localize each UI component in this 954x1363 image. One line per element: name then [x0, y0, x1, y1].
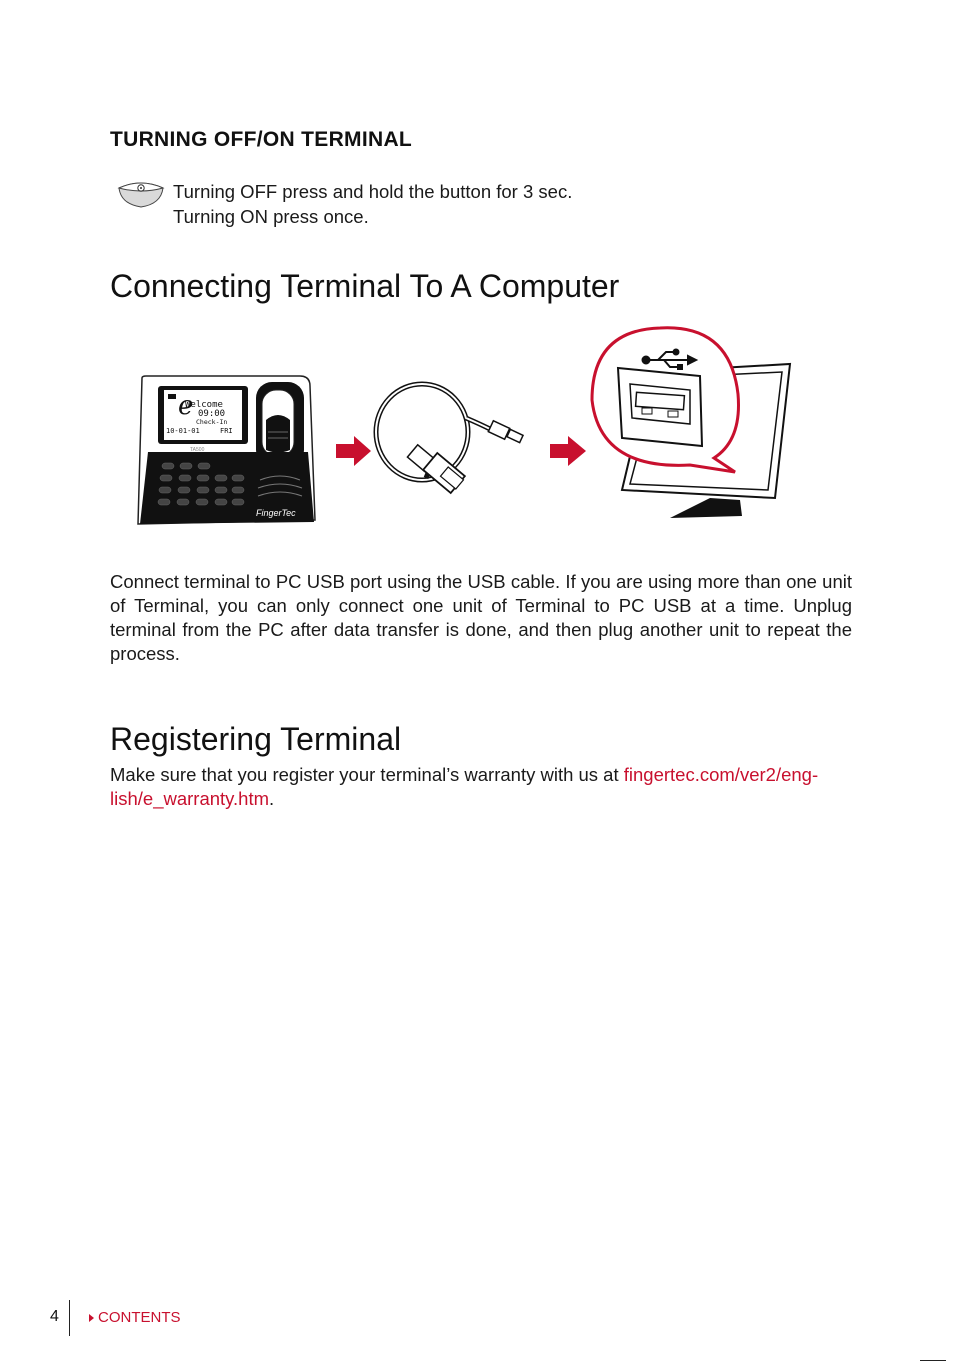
contents-link[interactable]: [88, 1309, 181, 1326]
warranty-link[interactable]: fingertec.com/ver2/eng-lish/e_warranty.htm: [110, 764, 819, 809]
power-on-instruction: Turning ON press once.: [173, 206, 369, 227]
right-arrow-icon: [550, 436, 586, 466]
connect-paragraph: Connect terminal to PC USB port using the USB cable. If you are using more than one unit of Terminal, you can only connect one unit of Terminal to PC USB at a time. Unplug terminal from the PC after data transfer is done, and then plug another unit to repeat the process.: [110, 571, 852, 664]
page-number: 4: [50, 1308, 59, 1325]
svg-text:e: e: [178, 391, 194, 421]
power-instructions: [173, 179, 572, 229]
connect-heading: Connecting Terminal To A Computer: [110, 268, 620, 304]
terminal-model: TA500: [190, 447, 205, 453]
terminal-day: FRI: [220, 427, 233, 435]
register-text: Make sure that you register your terminal’s warranty with us at: [110, 764, 624, 785]
connection-illustration: [130, 320, 800, 530]
usb-port-callout: [592, 328, 739, 472]
power-button-icon: [117, 180, 165, 210]
terminal-status: Check-In: [196, 418, 228, 426]
corner-divider: [920, 1360, 946, 1361]
contents-label: CONTENTS: [98, 1309, 181, 1326]
section-subheading: TURNING OFF/ON TERMINAL: [110, 128, 413, 151]
terminal-welcome: Welcome: [185, 400, 223, 410]
register-paragraph: [110, 763, 852, 811]
power-off-instruction: Turning OFF press and hold the button for 3 sec.: [173, 181, 573, 202]
terminal-device: [138, 376, 315, 524]
terminal-brand: FingerTec: [256, 508, 296, 518]
usb-cable: [376, 384, 523, 493]
caret-right-icon: [88, 1313, 95, 1323]
terminal-date: 10-01-01: [166, 427, 200, 435]
footer-divider: [69, 1300, 70, 1336]
right-arrow-icon: [336, 436, 371, 466]
terminal-time: 09:00: [198, 409, 226, 419]
register-text-end: .: [269, 788, 275, 809]
register-heading: Registering Terminal: [110, 721, 402, 757]
